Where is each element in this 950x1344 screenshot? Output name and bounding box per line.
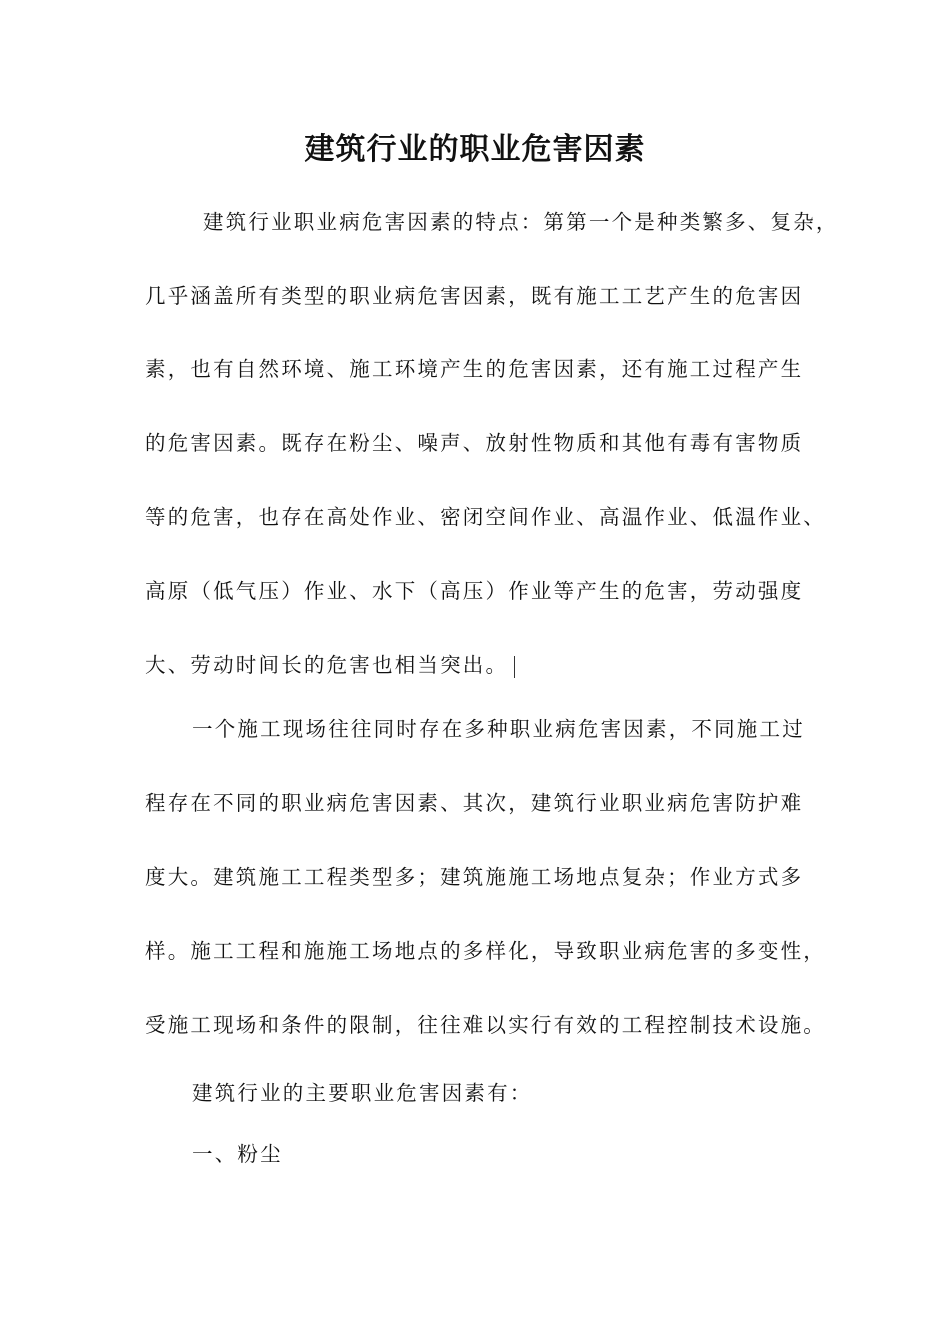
paragraph2-line-4: 样。施工工程和施施工场地点的多样化，导致职业病危害的多变性， — [145, 939, 826, 963]
paragraph1-line-7-wrap — [145, 649, 515, 681]
paragraph1-line-4: 的危害因素。既存在粉尘、噪声、放射性物质和其他有毒有害物质 — [145, 431, 804, 455]
paragraph2-line-5: 受施工现场和条件的限制，往往难以实行有效的工程控制技术设施。 — [145, 1013, 826, 1037]
paragraph1-line-6: 高原（低气压）作业、水下（高压）作业等产生的危害，劳动强度 — [145, 579, 804, 603]
paragraph1-line-2: 几乎涵盖所有类型的职业病危害因素，既有施工工艺产生的危害因 — [145, 284, 804, 308]
paragraph2-line-1: 一个施工现场往往同时存在多种职业病危害因素，不同施工过 — [192, 717, 805, 741]
paragraph1-line-5: 等的危害，也存在高处作业、密闭空间作业、高温作业、低温作业、 — [145, 505, 826, 529]
main-factors-intro: 建筑行业的主要职业危害因素有： — [192, 1081, 533, 1105]
document-title: 建筑行业的职业危害因素 — [304, 132, 646, 167]
paragraph1-line-7: 大、劳动时间长的危害也相当突出。 — [145, 653, 509, 677]
paragraph1-line-3: 素，也有自然环境、施工环境产生的危害因素，还有施工过程产生 — [145, 357, 804, 381]
paragraph2-line-2: 程存在不同的职业病危害因素、其次，建筑行业职业病危害防护难 — [145, 791, 804, 815]
paragraph2-line-3: 度大。建筑施工工程类型多；建筑施施工场地点复杂；作业方式多 — [145, 865, 804, 889]
section-heading-dust: 一、粉尘 — [192, 1142, 283, 1166]
paragraph1-line-1: 建筑行业职业病危害因素的特点：第第一个是种类繁多、复杂， — [203, 210, 839, 234]
text-cursor — [514, 656, 515, 678]
